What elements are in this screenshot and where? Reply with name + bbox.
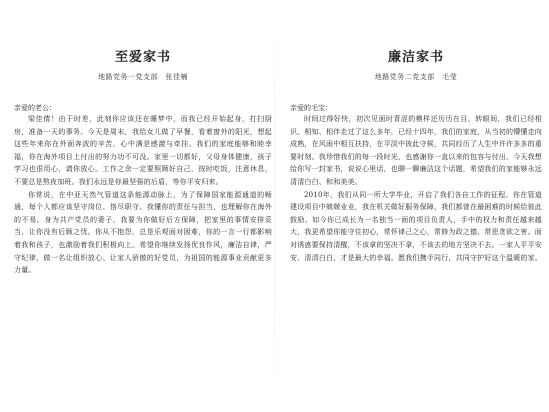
- right-page-title: 廉洁家书: [387, 50, 444, 65]
- left-paragraph-2: 你常说，在中亚天然气管道这条能源动脉上，为了保障国家能源通道的畅通，每个人都应该坚守岗位、恪尽职守。我懂你的责任与担当，也理解你在海外的不易。身为共产党员的妻子，我要为你做好后方保障，把家里的事情安排妥当，让你没有后顾之忧。你从不抱怨，总是乐观面对困难，你的一言一行都影响着我和孩子，也激励着我们积极向上。希望你继续发扬优良作风，廉洁自律，严守纪律，做一名让组织放心、让家人骄傲的好党员，为祖国的能源事业贡献更多力量。: [14, 190, 272, 275]
- left-paragraph-1: 梁佳倩！由于时差，此刻你应该还在睡梦中，而我已经开始起身，打扫厨房，准备一天的事务。今天是周末，我给女儿做了早餐，看着窗外的阳光，想起这些年来你在外面奔波的辛苦，心中满是感激与牵挂。我们的家庭能够和睦幸福，你在海外项目上付出的努力功不可没。家里一切都好，父母身体健康，孩子学习也很用心，请你放心。工作之余一定要照顾好自己，按时吃饭，注意休息，不要总是熬夜加班。我们永远是你最坚强的后盾，等你平安归来。: [14, 115, 272, 186]
- right-paragraph-2: 2010年，我们从同一所大学毕业，开启了我们各自工作的征程。你在管道建设项目中兢兢业业，我在机关做好服务保障，我们都曾在最困难的时候给彼此鼓励。如今你已成长为一名独当一面的项目负责人，手中的权力和责任越来越大，我更希望你能守住初心，常怀律己之心，常修为政之德，常思贪欲之害。面对诱惑要保持清醒，不该拿的坚决不拿，不该去的地方坚决不去。一家人平平安安、清清白白，才是最大的幸福。愿我们携手同行，共同守护好这个温暖的家。: [290, 190, 542, 262]
- right-paragraph-1: 时间过得好快，初次见面时青涩的模样还历历在目，转眼间，我们已经相识、相知、相伴走过了这么多年，已经十四年，我们的家庭，从当初的懵懂走向成熟，在风雨中相互扶持，在平淡中彼此守候，共同经历了人生中许许多多的重要时刻。我珍惜我们的每一段时光，也感谢你一直以来的包容与付出。今天我想给你写一封家书，说说心里话，也聊一聊廉洁这个话题，希望我们的家能够永远清清白白、和和美美。: [290, 115, 542, 186]
- left-page-salutation: 亲爱的老公：: [14, 104, 56, 112]
- right-page-salutation: 亲爱的毛宝：: [290, 104, 332, 112]
- right-page: [290, 0, 542, 412]
- right-page-byline: 地路党务二党支部 毛莹: [374, 73, 458, 81]
- left-page-title: 至爱家书: [114, 50, 171, 65]
- left-page-byline: 地路党务一党支部 张佳楠: [98, 73, 188, 81]
- page-gutter: [274, 0, 275, 412]
- left-page: [14, 0, 272, 412]
